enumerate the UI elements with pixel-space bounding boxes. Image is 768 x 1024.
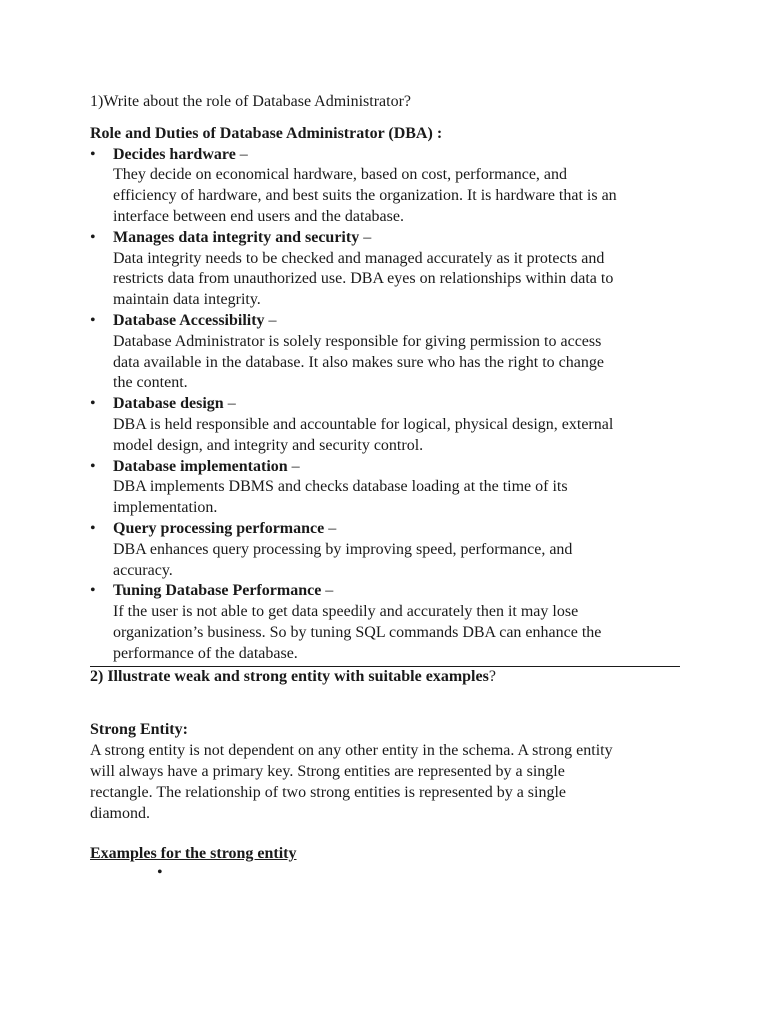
duty-heading: Tuning Database Performance: [113, 582, 322, 600]
duty-item: [90, 145, 690, 228]
duty-description-line: implementation.: [113, 499, 218, 517]
document-page: [90, 92, 690, 865]
duty-description-line: Data integrity needs to be checked and managed accurately as it protects and: [113, 249, 605, 267]
duty-description-line: They decide on economical hardware, based on cost, performance, and: [113, 166, 568, 184]
question-2-text: 2) Illustrate weak and strong entity with suitable examples: [90, 667, 489, 685]
duty-description-line: accuracy.: [113, 561, 173, 579]
dba-duties-list: [90, 145, 690, 665]
duty-heading-line: [113, 311, 690, 332]
duty-description-line: efficiency of hardware, and best suits the organization. It is hardware that is an: [113, 187, 617, 205]
duty-description-line: restricts data from unauthorized use. DBA eyes on relationships within data to: [113, 270, 614, 288]
duty-heading: Database design: [113, 395, 224, 413]
bullet-icon: •: [90, 395, 96, 413]
duty-item: [90, 311, 690, 394]
bullet-icon: •: [90, 457, 96, 475]
strong-entity-line: A strong entity is not dependent on any other entity in the schema. A strong entity: [90, 742, 613, 760]
strong-entity-title: Strong Entity:: [90, 721, 188, 739]
duty-description-line: data available in the database. It also makes sure who has the right to change: [113, 353, 604, 371]
duty-description-line: If the user is not able to get data speedily and accurately then it may lose: [113, 603, 579, 621]
examples-title: Examples for the strong entity: [90, 845, 297, 863]
duty-item: [90, 581, 690, 664]
duty-description-line: model design, and integrity and security control.: [113, 436, 424, 454]
strong-entity-description: [90, 741, 690, 824]
duty-item: [90, 228, 690, 311]
duty-description-line: DBA implements DBMS and checks database loading at the time of its: [113, 478, 568, 496]
duty-description-line: DBA enhances query processing by improving speed, performance, and: [113, 540, 573, 558]
empty-list-bullet: •: [157, 864, 163, 881]
bullet-icon: •: [90, 145, 96, 163]
duty-heading-line: [113, 145, 690, 166]
duty-heading-line: [113, 457, 690, 478]
duty-description-line: Database Administrator is solely responsible for giving permission to access: [113, 332, 602, 350]
bullet-icon: •: [90, 228, 96, 246]
duty-description-line: the content.: [113, 374, 188, 392]
strong-entity-line: diamond.: [90, 804, 150, 822]
duty-description-line: organization’s business. So by tuning SQL commands DBA can enhance the: [113, 623, 602, 641]
question-2-mark: ?: [488, 667, 496, 685]
duty-heading: Manages data integrity and security: [113, 228, 360, 246]
strong-entity-line: will always have a primary key. Strong entities are represented by a single: [90, 762, 565, 780]
duty-dash: –: [321, 582, 334, 600]
duty-dash: –: [359, 228, 372, 246]
duty-heading: Database Accessibility: [113, 311, 265, 329]
duty-dash: –: [324, 519, 337, 537]
duty-heading: Decides hardware: [113, 145, 236, 163]
duty-dash: –: [264, 311, 277, 329]
duty-description-line: maintain data integrity.: [113, 291, 261, 309]
duty-item: [90, 457, 690, 519]
duty-item: [90, 519, 690, 581]
duty-heading-line: [113, 581, 690, 602]
duty-heading: Query processing performance: [113, 519, 325, 537]
duty-heading-line: [113, 394, 690, 415]
bullet-icon: •: [90, 519, 96, 537]
duty-dash: –: [287, 457, 300, 475]
bullet-icon: •: [90, 311, 96, 329]
duty-description-line: interface between end users and the database.: [113, 207, 404, 225]
strong-entity-line: rectangle. The relationship of two strong entities is represented by a single: [90, 783, 567, 801]
duty-heading-line: [113, 228, 690, 249]
duty-description-line: performance of the database.: [113, 644, 298, 662]
duty-heading: Database implementation: [113, 457, 288, 475]
question-1: 1)Write about the role of Database Administrator?: [90, 93, 412, 110]
dba-section-title: Role and Duties of Database Administrator (DBA) :: [90, 124, 443, 142]
question-2: [90, 667, 690, 688]
duty-item: [90, 394, 690, 456]
duty-heading-line: [113, 519, 690, 540]
duty-dash: –: [223, 395, 236, 413]
bullet-icon: •: [90, 582, 96, 600]
duty-description-line: DBA is held responsible and accountable for logical, physical design, external: [113, 415, 614, 433]
duty-dash: –: [235, 145, 248, 163]
